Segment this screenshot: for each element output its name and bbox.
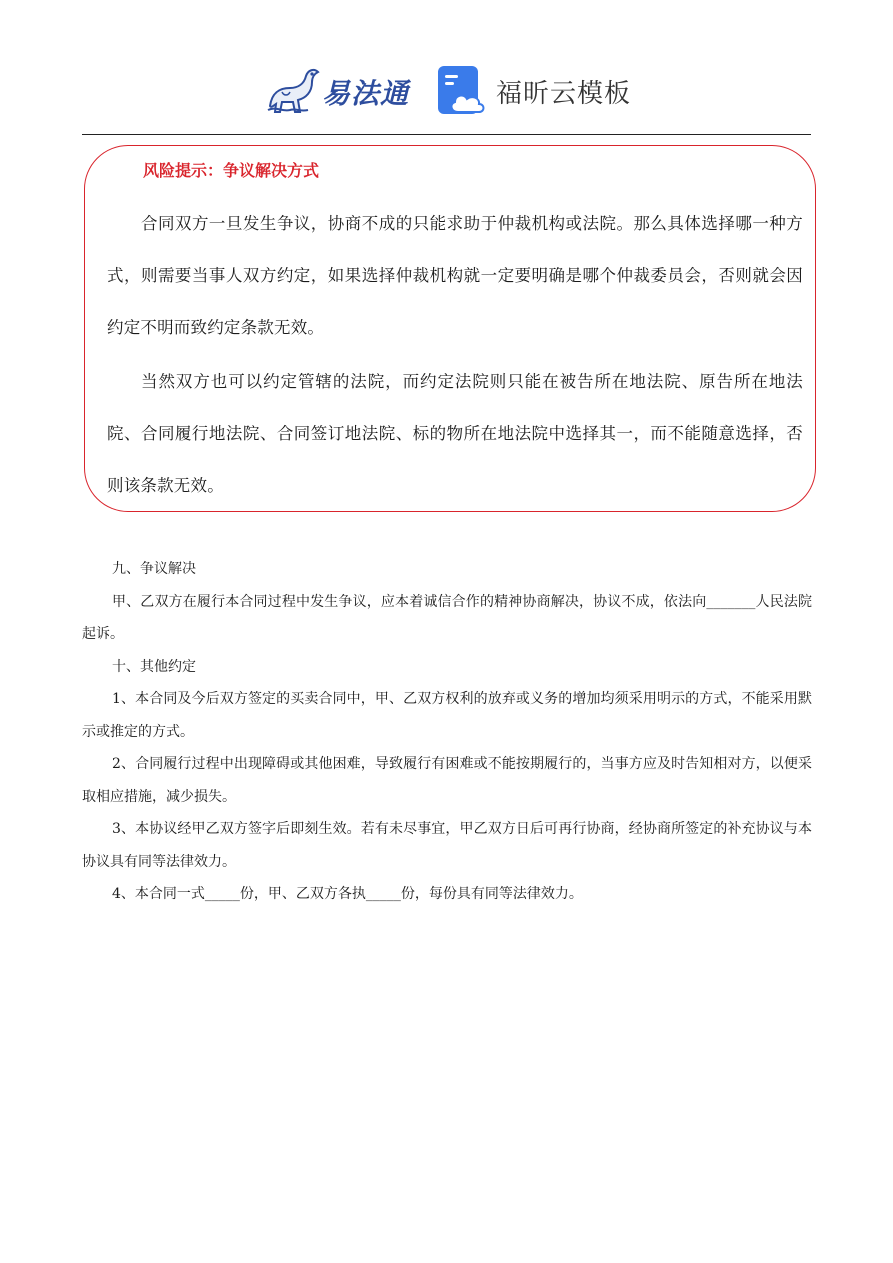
- header-divider: [82, 134, 811, 135]
- section-heading-other: 十、其他约定: [112, 658, 196, 675]
- contract-clause: 2、合同履行过程中出现障碍或其他困难，导致履行有困难或不能按期履行的，当事方应及时告知相对方，以便采取相应措施，减少损失。: [82, 756, 812, 805]
- contract-clause: 3、本协议经甲乙双方签字后即刻生效。若有未尽事宜，甲乙双方日后可再行协商，经协商所签定的补充协议与本协议具有同等法律效力。: [82, 821, 812, 870]
- risk-tip-box: [84, 145, 816, 512]
- contract-body: [82, 553, 812, 911]
- foxit-template-logo: [436, 64, 636, 118]
- contract-clause: 甲、乙双方在履行本合同过程中发生争议，应本着诚信合作的精神协商解决，协议不成，依法向_______人民法院起诉。: [82, 593, 812, 642]
- qilin-emblem-icon: [262, 62, 322, 118]
- contract-clause: 4、本合同一式_____份，甲、乙双方各执_____份，每份具有同等法律效力。: [112, 886, 583, 902]
- risk-tip-paragraph: 合同双方一旦发生争议，协商不成的只能求助于仲裁机构或法院。那么具体选择哪一种方式，则需要当事人双方约定，如果选择仲裁机构就一定要明确是哪个仲裁委员会，否则就会因约定不明而致约定条款无效。: [107, 214, 803, 337]
- page-header: [0, 56, 893, 126]
- logo2-text: 福昕云模板: [496, 79, 632, 109]
- section-heading-dispute: 九、争议解决: [112, 561, 196, 577]
- cloud-document-icon: [436, 64, 486, 116]
- yifatong-logo: [262, 62, 422, 118]
- risk-tip-paragraph: 当然双方也可以约定管辖的法院，而约定法院则只能在被告所在地法院、原告所在地法院、合同履行地法院、合同签订地法院、标的物所在地法院中选择其一，而不能随意选择，否则该条款无效。: [107, 372, 803, 495]
- logo1-text: 易法通: [322, 77, 410, 110]
- risk-tip-title: 风险提示：争议解决方式: [143, 161, 320, 180]
- contract-clause: 1、本合同及今后双方签定的买卖合同中，甲、乙双方权利的放弃或义务的增加均须采用明示的方式，不能采用默示或推定的方式。: [82, 691, 812, 740]
